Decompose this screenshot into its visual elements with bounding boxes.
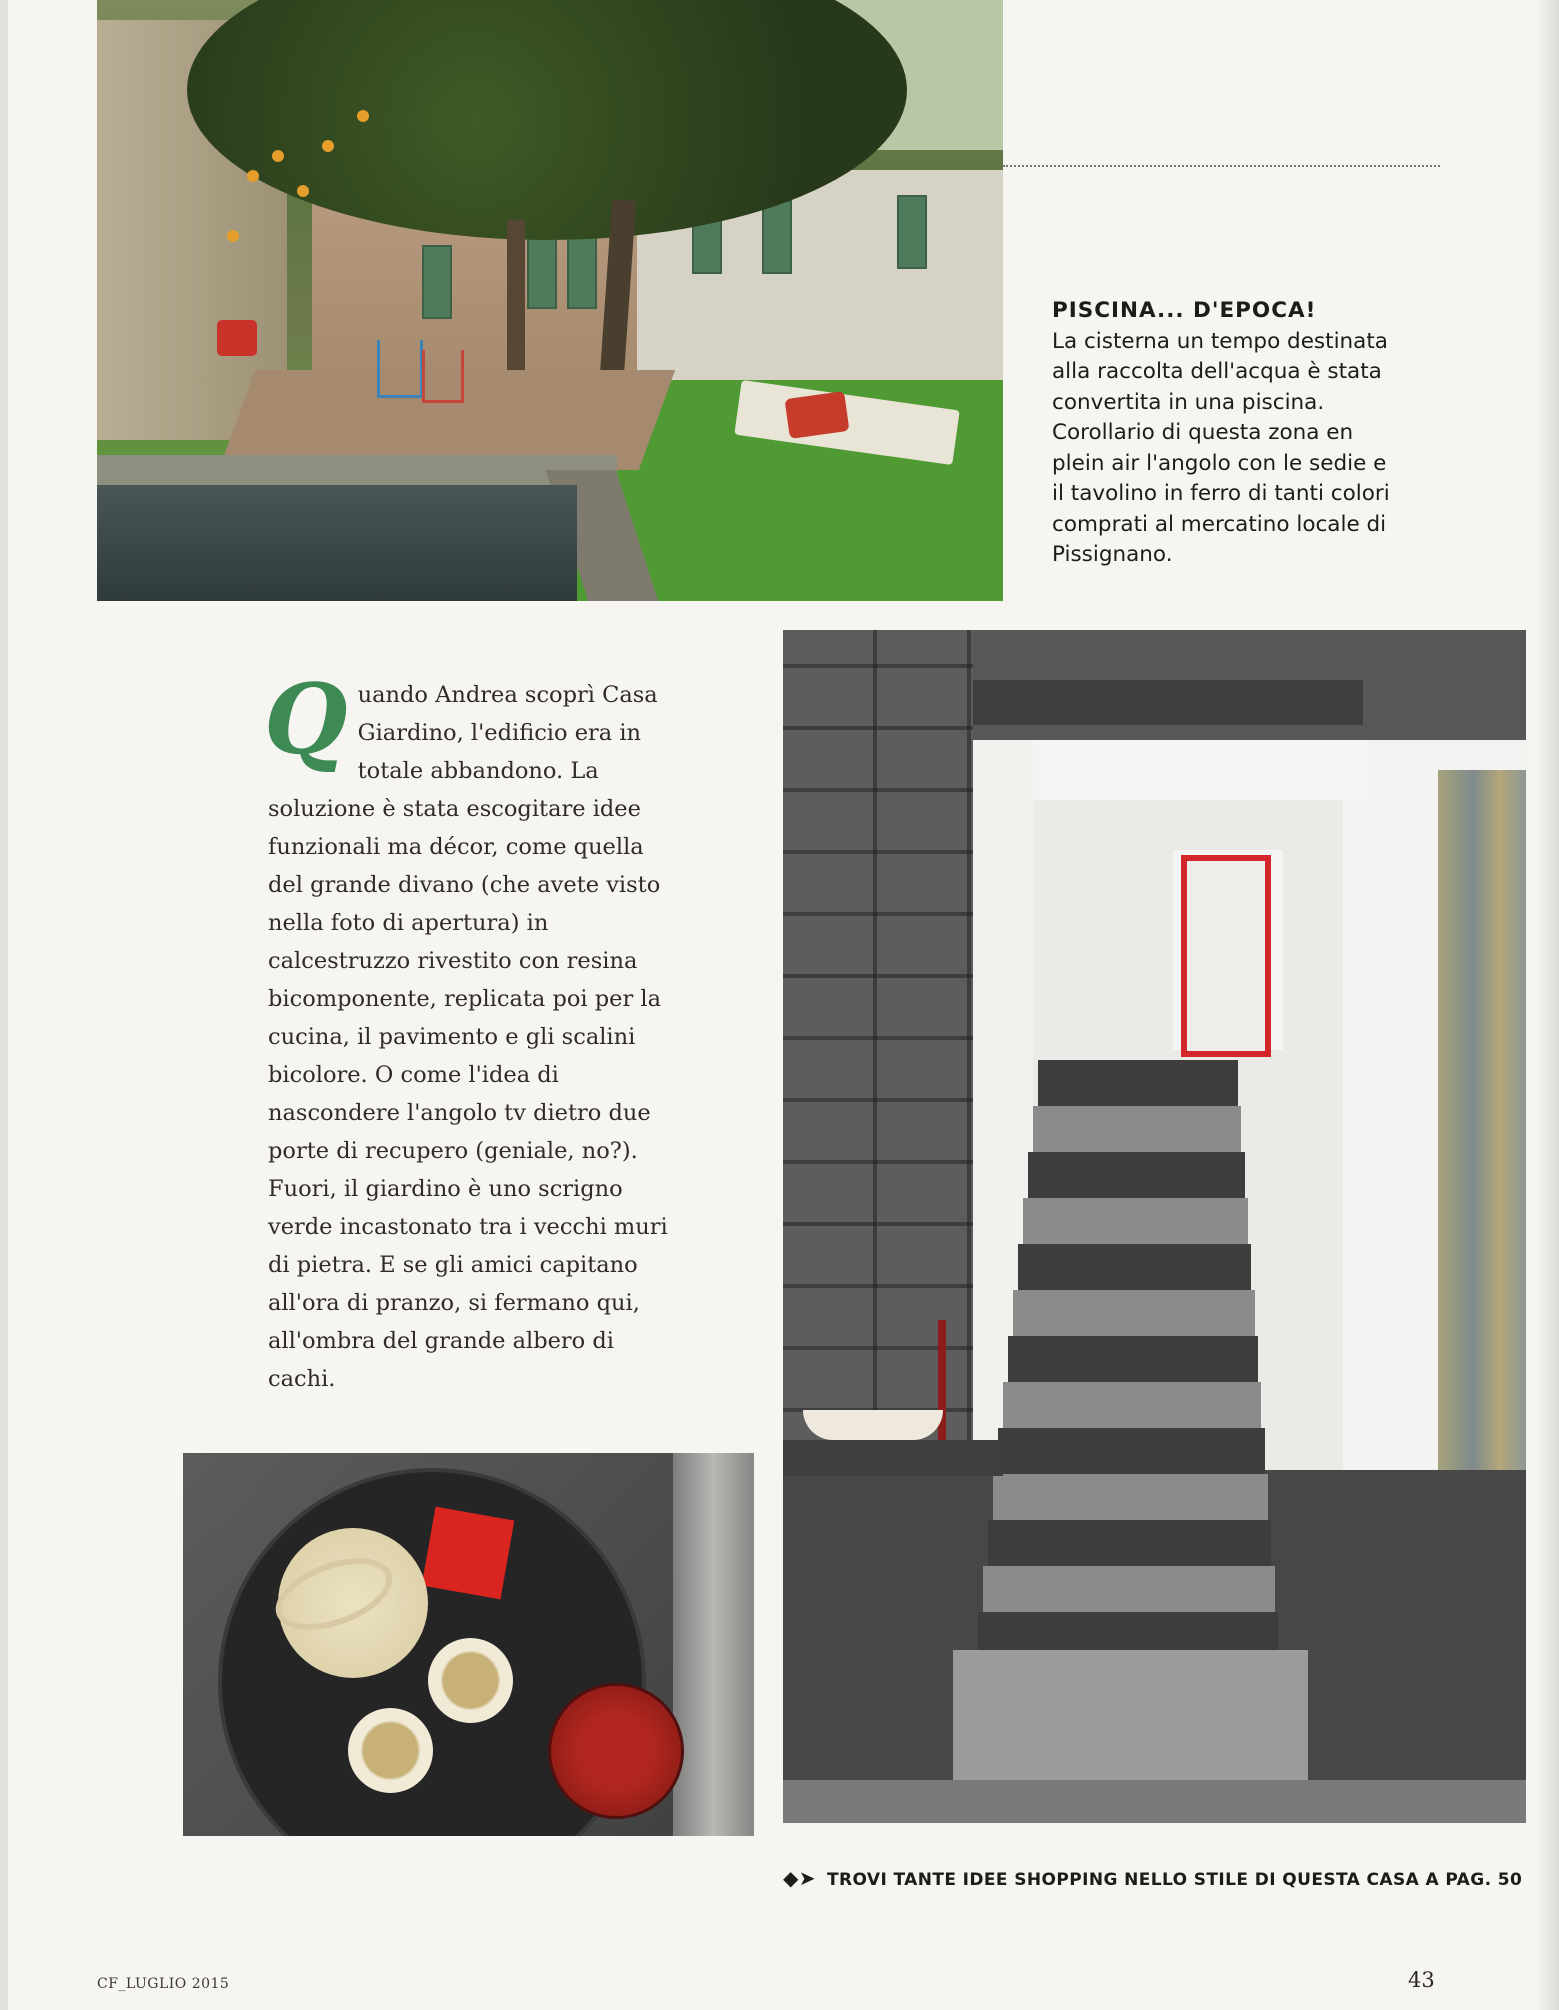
tea-tray-photo [183,1453,754,1836]
shopping-note-text: TROVI TANTE IDEE SHOPPING NELLO STILE DI QUESTA CASA A PAG. 50 [827,1870,1523,1890]
red-door-frame [1181,855,1271,1057]
fruit [272,150,284,162]
staircase-photo [783,630,1526,1823]
article-text: uando Andrea scoprì Casa Giardino, l'edificio era in totale abbandono. La soluzione è stata escogitare idee funzionali ma décor, come quella del grande divano (che avete visto nella foto di apertura) in calcestruzzo rivestito con resina bicomponente, replicata poi per la cucina, il pavimento e gli scalini bicolore. O come l'idea di nascondere l'angolo tv dietro due porte di recupero (geniale, no?). Fuori, il giardino è uno scrigno verde incastonato tra i vecchi muri di pietra. E se gli amici capitano all'ora di pranzo, si fermano qui, all'ombra del grande albero di cachi. [268,682,668,1392]
scan-edge-right [1537,0,1559,2010]
drop-cap: Q [264,663,348,776]
caption-title: PISCINA... D'EPOCA! [1052,298,1317,323]
tea-cup [348,1708,433,1793]
tree-trunk [507,220,525,390]
green-shutter [567,235,597,309]
article-body [264,663,668,1398]
garden-pool-photo [97,0,1003,601]
stair-step [993,1474,1268,1520]
red-lacquer-box [548,1683,684,1819]
red-cushion [217,320,257,356]
stone-ledge [783,1440,1003,1476]
stair-step [1003,1382,1261,1428]
fruit [247,170,259,182]
stair-step [1033,1106,1241,1152]
green-shutter [422,245,452,319]
stone-edge [673,1453,754,1836]
scan-edge-left [0,0,8,2010]
red-cushion [785,391,850,439]
stair-step [1008,1336,1258,1382]
stair-step [1038,1060,1238,1106]
stair-step [998,1428,1265,1474]
green-shutter [527,235,557,309]
stair-step [1018,1244,1251,1290]
floor [783,1780,1526,1823]
stair-step [1023,1198,1248,1244]
beam [948,680,1363,725]
fruit [227,230,239,242]
page-number: 43 [1408,1968,1435,1992]
stair-step [1028,1152,1245,1198]
fruit [322,140,334,152]
footer-magazine: CF_LUGLIO 2015 [97,1976,230,1992]
green-shutter [897,195,927,269]
photo-caption [1052,296,1392,571]
stair-landing [953,1650,1308,1780]
stair-step [983,1566,1275,1612]
iron-chair [377,340,423,398]
dotted-rule [1003,165,1440,167]
stair-step [1013,1290,1255,1336]
shopping-note [783,1866,1523,1890]
pool-water [97,485,577,601]
green-shutter [762,200,792,274]
fruit [297,185,309,197]
red-napkin [422,1507,515,1600]
tea-cup [428,1638,513,1723]
stair-step [988,1520,1271,1566]
iron-chair [422,350,464,403]
fruit [357,110,369,122]
white-bowl [803,1410,943,1440]
arrow-icon: ◆➤ [783,1866,816,1890]
caption-body: La cisterna un tempo destinata alla raccolta dell'acqua è stata convertita in una piscina. Corollario di questa zona en plein air l'angolo con le sedie e il tavolino in ferro di tanti colori comprati al mercatino locale di Pissignano. [1052,328,1390,567]
